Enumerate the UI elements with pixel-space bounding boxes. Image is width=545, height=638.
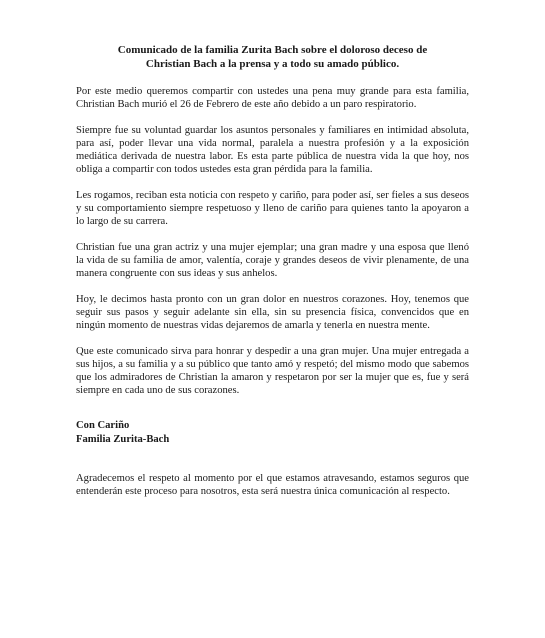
paragraph-3: Les rogamos, reciban esta noticia con respeto y cariño, para poder así, ser fieles a sus deseos y su comportamiento siempre respetuoso y lleno de cariño para quienes tanto la apoyaron a lo largo de su carrera.	[76, 190, 469, 227]
paragraph-6: Que este comunicado sirva para honrar y despedir a una gran mujer. Una mujer entregada a sus hijos, a su familia y a su público que tanto amó y respetó; del mismo modo que sabemos que los admiradores de Christian la amaron y respetaron por ser la mujer que es, fue y será siempre en cada uno de sus corazones.	[76, 346, 469, 396]
title-line-1: Comunicado de la familia Zurita Bach sobre el doloroso deceso de	[117, 44, 428, 56]
paragraph-1: Por este medio queremos compartir con ustedes una pena muy grande para esta familia, Christian Bach murió el 26 de Febrero de este año debido a un paro respiratorio.	[76, 86, 469, 110]
paragraph-5: Hoy, le decimos hasta pronto con un gran dolor en nuestros corazones. Hoy, tenemos que seguir sus pasos y seguir adelante sin ella, sin su presencia física, convencidos que en ningún momento de nuestras vidas dejaremos de amarla y tenerla en nuestra mente.	[76, 294, 469, 331]
closing-salutation: Con Cariño	[76, 420, 130, 431]
paragraph-4: Christian fue una gran actriz y una mujer ejemplar; una gran madre y una esposa que llenó la vida de su familia de amor, valentía, coraje y grandes deseos de vivir plenamente, de una manera congruente con sus ideas y sus anhelos.	[76, 242, 469, 279]
closing-signature	[76, 419, 469, 446]
footer-note: Agradecemos el respeto al momento por el que estamos atravesando, estamos seguros que entenderán este proceso para nosotros, esta será nuestra única comunicación al respecto.	[76, 473, 469, 497]
paragraph-2: Siempre fue su voluntad guardar los asuntos personales y familiares en intimidad absoluta, para así, poder llevar una vida normal, paralela a nuestra profesión y a la exposición mediática derivada de nuestra labor. Es esta parte pública de nuestra vida la que hoy, nos obliga a compartir con todos ustedes esta gran pérdida para la familia.	[76, 125, 469, 175]
closing-family-name: Familia Zurita-Bach	[76, 433, 170, 445]
document-title	[76, 44, 469, 71]
title-line-2: Christian Bach a la prensa y a todo su amado público.	[145, 57, 400, 70]
